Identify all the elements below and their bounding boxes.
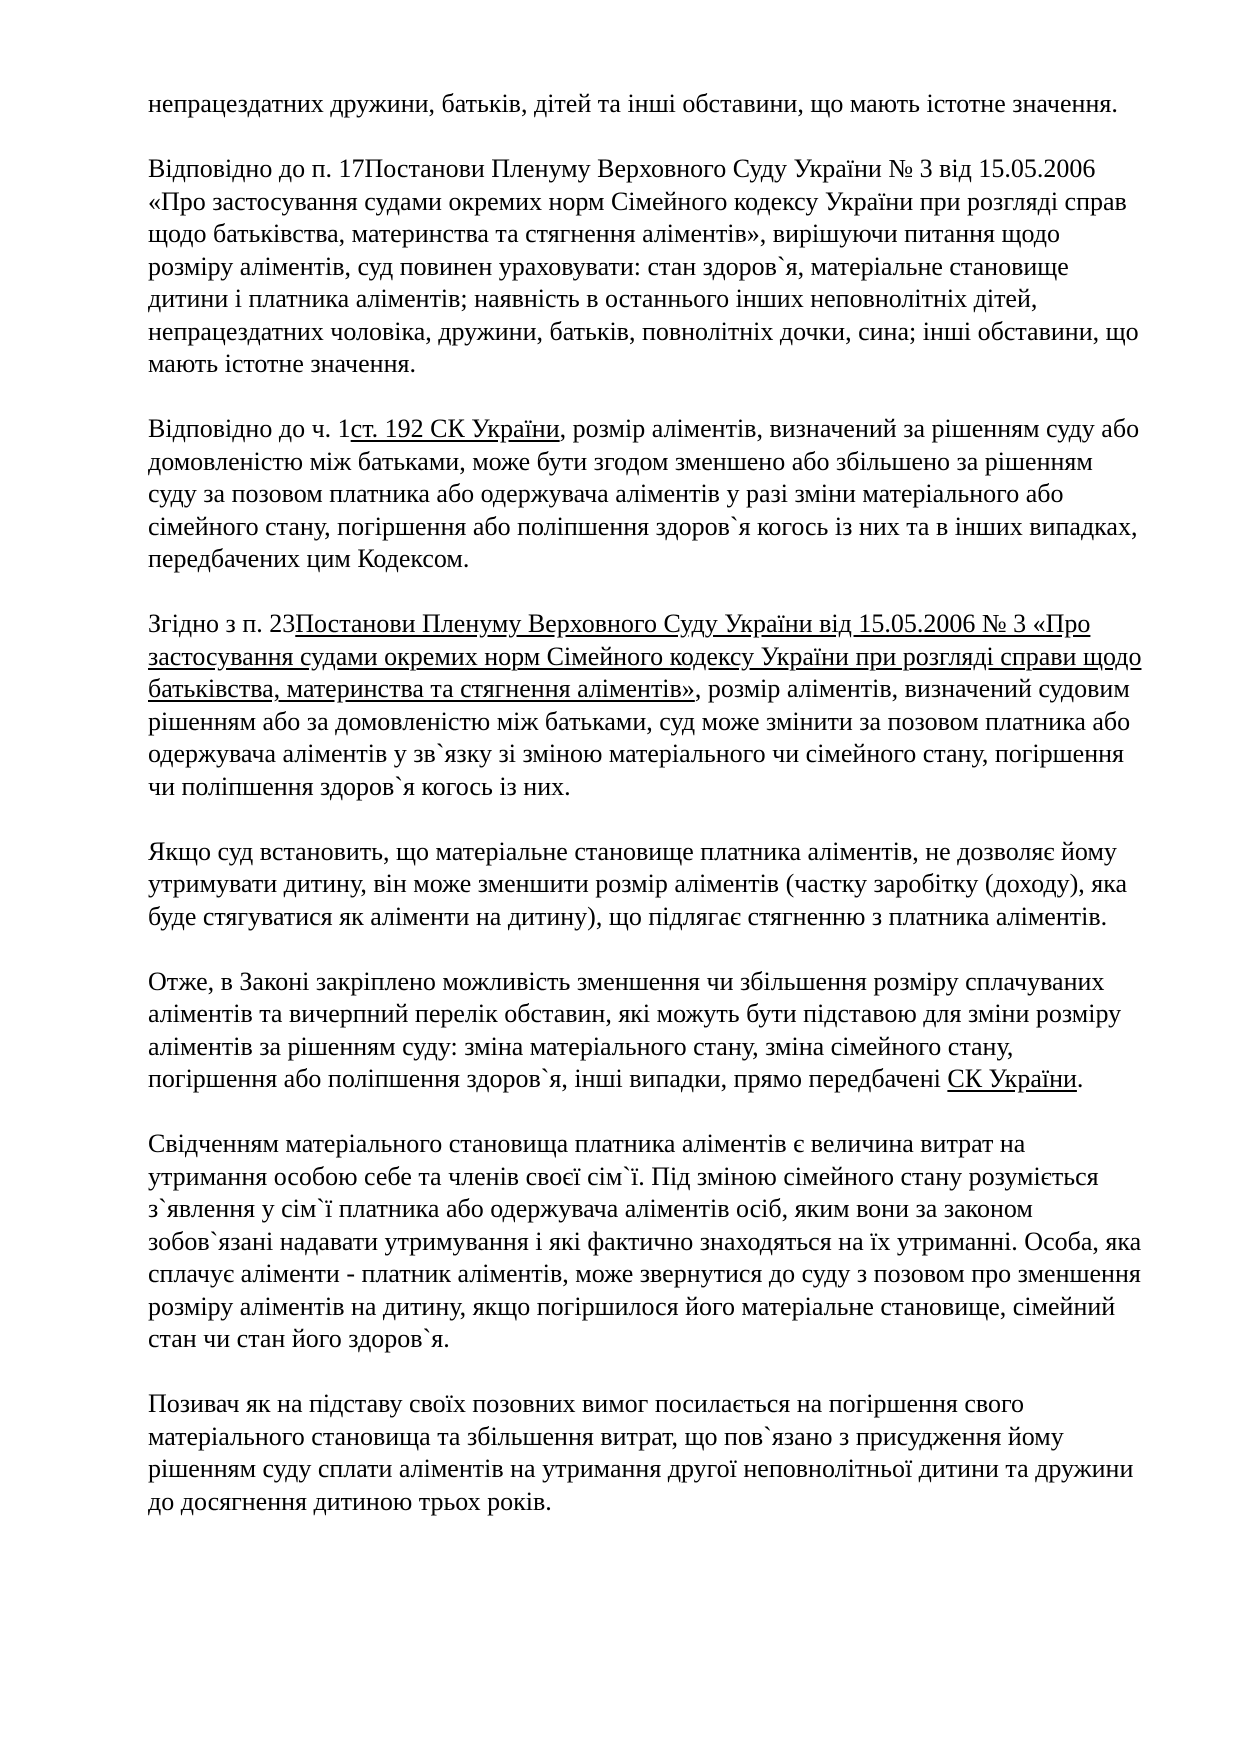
paragraph-7 bbox=[148, 1128, 1148, 1356]
paragraph-5 bbox=[148, 836, 1148, 934]
paragraph-3-text-after: , розмір аліментів, визначений за рішенням суду або домовленістю між батьками, може бути згодом зменшено або збільшено за рішенням суду за позовом платника або одержувача аліментів у разі зміни матеріального або сімейного стану, погіршення або поліпшення здоров`я когось із них та в інших випадках, передбачених цим Кодексом. bbox=[148, 414, 1140, 573]
paragraph-4 bbox=[148, 608, 1148, 803]
paragraph-3-text-before: Відповідно до ч. 1 bbox=[148, 414, 351, 443]
paragraph-1-text: непрацездатних дружини, батьків, дітей та інші обставини, що мають істотне значення. bbox=[148, 89, 1118, 118]
paragraph-7-text: Свідченням матеріального становища платника аліментів є величина витрат на утримання особою себе та членів своєї сім`ї. Під зміною сімейного стану розуміється з`явлення у сім`ї платника або одержувача аліментів осіб, яким вони за законом зобов`язані надавати утримування і які фактично знаходяться на їх утриманні. Особа, яка сплачує аліменти - платник аліментів, може звернутися до суду з позовом про зменшення розміру аліментів на дитину, якщо погіршилося його матеріальне становище, сімейний стан чи стан його здоров`я. bbox=[148, 1129, 1142, 1353]
plenum-resolution-link[interactable]: Постанови Пленуму Верховного Суду України від 15.05.2006 № 3 «Про застосування судами окремих норм Сімейного кодексу України при розгляді справи щодо батьківства, материнства та стягнення аліментів» bbox=[148, 609, 1142, 703]
paragraph-4-text-before: Згідно з п. 23 bbox=[148, 609, 296, 638]
paragraph-6-text-after: . bbox=[1076, 1064, 1084, 1093]
paragraph-6-text-before: Отже, в Законі закріплено можливість зменшення чи збільшення розміру сплачуваних аліментів та вичерпний перелік обставин, які можуть бути підставою для зміни розміру аліментів за рішенням суду: зміна матеріального стану, зміна сімейного стану, погіршення або поліпшення здоров`я, інші випадки, прямо передбачені bbox=[148, 966, 1122, 1093]
sk-ukraine-article-192-link[interactable]: ст. 192 СК України bbox=[350, 414, 560, 443]
paragraph-2 bbox=[148, 153, 1148, 381]
paragraph-6 bbox=[148, 966, 1148, 1096]
paragraph-1 bbox=[148, 88, 1148, 121]
paragraph-2-text: Відповідно до п. 17Постанови Пленуму Верховного Суду України № 3 від 15.05.2006 «Про застосування судами окремих норм Сімейного кодексу України при розгляді справ щодо батьківства, материнства та стягнення аліментів», вирішуючи питання щодо розміру аліментів, суд повинен ураховувати: стан здоров`я, матеріальне становище дитини і платника аліментів; наявність в останнього інших неповнолітніх дітей, непрацездатних чоловіка, дружини, батьків, повнолітніх дочки, сина; інші обставини, що мають істотне значення. bbox=[148, 154, 1139, 378]
paragraph-8 bbox=[148, 1388, 1148, 1518]
paragraph-8-text: Позивач як на підставу своїх позовних вимог посилається на погіршення свого матеріального становища та збільшення витрат, що пов`язано з присудження йому рішенням суду сплати аліментів на утримання другої неповнолітньої дитини та дружини до досягнення дитиною трьох років. bbox=[148, 1389, 1134, 1516]
sk-ukraine-link[interactable]: СК України bbox=[947, 1064, 1077, 1093]
paragraph-4-text-after: , розмір аліментів, визначений судовим рішенням або за домовленістю між батьками, суд може змінити за позовом платника або одержувача аліментів у зв`язку зі зміною матеріального чи сімейного стану, погіршення чи поліпшення здоров`я когось із них. bbox=[148, 674, 1131, 801]
paragraph-5-text: Якщо суд встановить, що матеріальне становище платника аліментів, не дозволяє йому утримувати дитину, він може зменшити розмір аліментів (частку заробітку (доходу), яка буде стягуватися як аліменти на дитину), що підлягає стягненню з платника аліментів. bbox=[148, 836, 1128, 931]
document-page bbox=[148, 88, 1148, 1551]
paragraph-3 bbox=[148, 413, 1148, 576]
